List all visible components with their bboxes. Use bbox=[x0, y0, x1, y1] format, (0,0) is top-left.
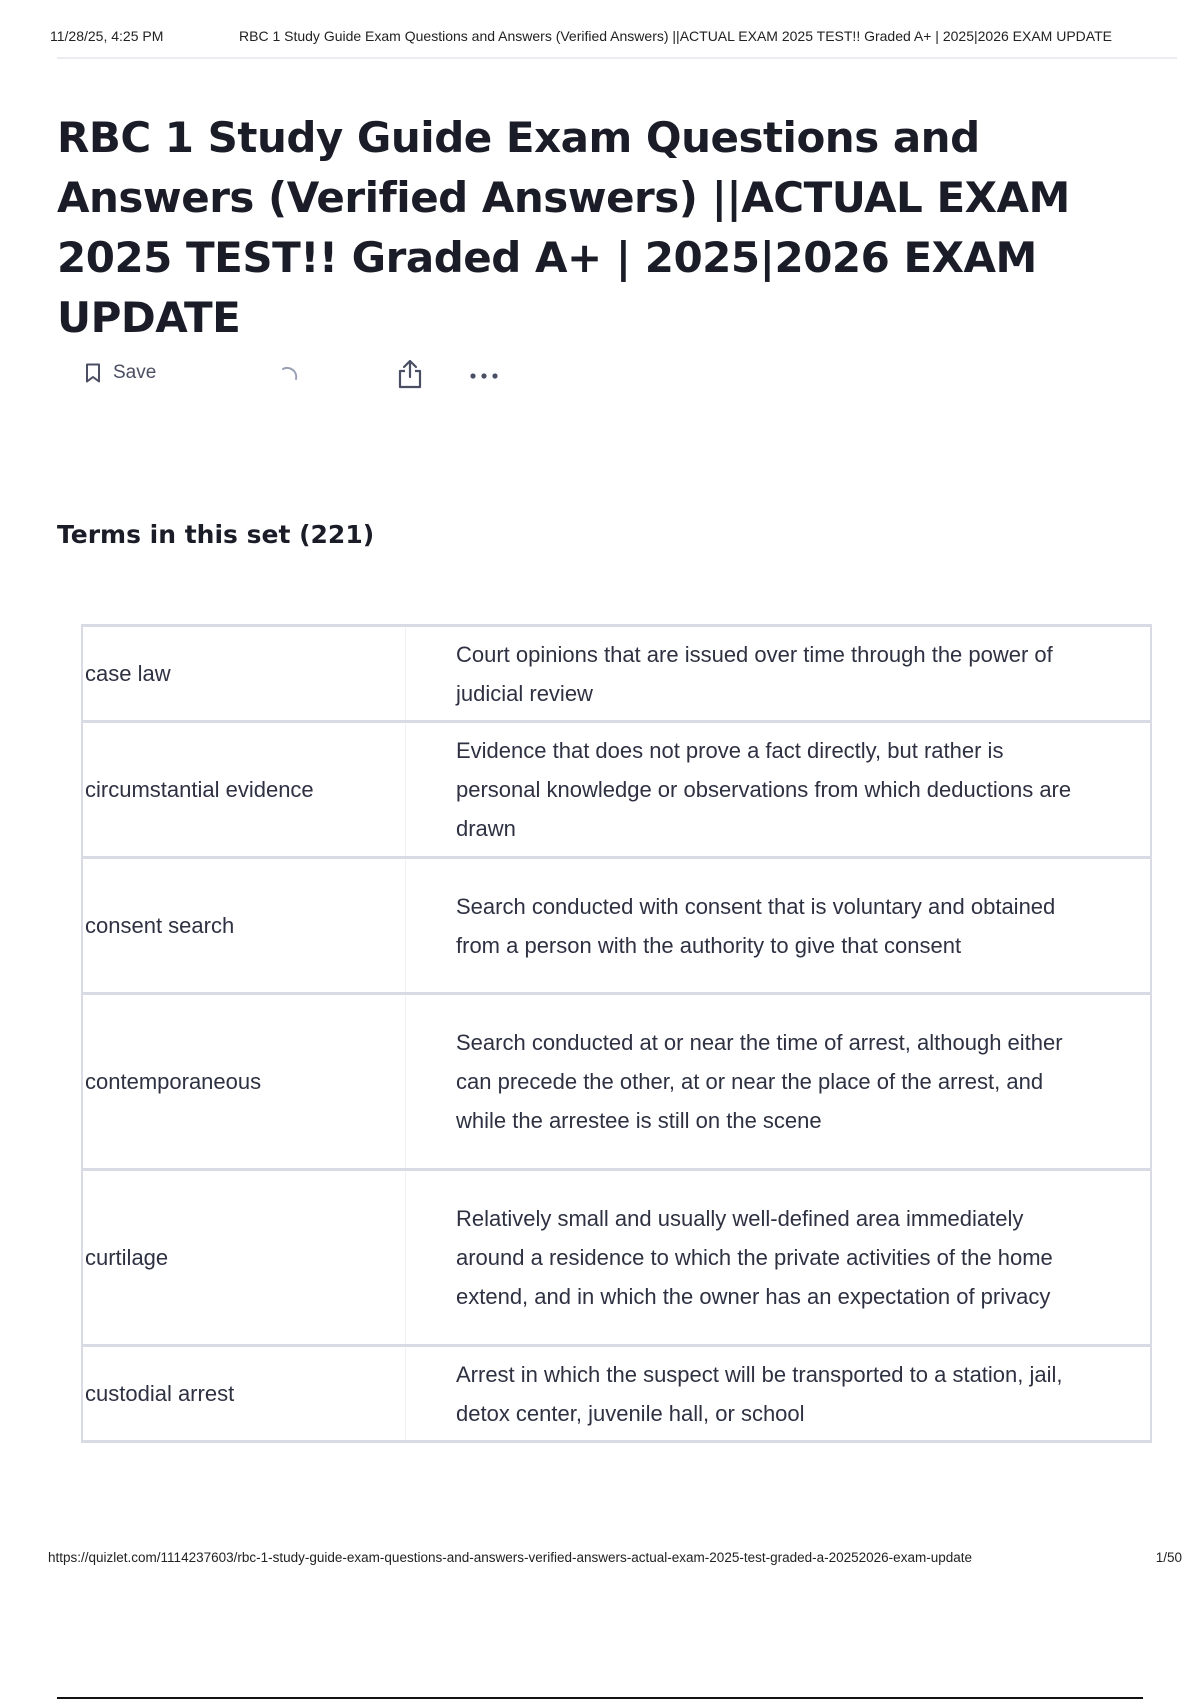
save-label: Save bbox=[113, 362, 157, 383]
page-title: RBC 1 Study Guide Exam Questions and Answers (Verified Answers) ||ACTUAL EXAM 2025 TEST!! Graded A+ | 2025|2026 EXAM UPDATE bbox=[57, 113, 1070, 342]
table-row bbox=[82, 626, 1151, 722]
table-row bbox=[82, 1170, 1151, 1346]
page-number: 1/50 bbox=[1155, 1550, 1182, 1565]
bookmark-icon bbox=[85, 363, 101, 383]
term-cell: custodial arrest bbox=[82, 1346, 406, 1442]
more-icon[interactable] bbox=[469, 372, 499, 380]
print-header bbox=[50, 28, 1178, 44]
definition-cell: Court opinions that are issued over time through the power of judicial review bbox=[406, 626, 1152, 722]
terms-table bbox=[81, 624, 1152, 1443]
term-cell: consent search bbox=[82, 858, 406, 994]
share-icon[interactable] bbox=[397, 358, 423, 390]
term-cell: circumstantial evidence bbox=[82, 722, 406, 858]
term-cell: case law bbox=[82, 626, 406, 722]
definition-cell: Search conducted at or near the time of arrest, although either can precede the other, at or near the place of the arrest, and while the arrestee is still on the scene bbox=[406, 994, 1152, 1170]
page-url-link[interactable]: https://quizlet.com/1114237603/rbc-1-study-guide-exam-questions-and-answers-verified-answers-actual-exam-2025-test-graded-a-20252026-exam-update bbox=[48, 1550, 972, 1565]
table-row bbox=[82, 722, 1151, 858]
table-row bbox=[82, 858, 1151, 994]
print-doc-title: RBC 1 Study Guide Exam Questions and Answers (Verified Answers) ||ACTUAL EXAM 2025 TEST!! Graded A+ | 2025|2026 EXAM UPDATE bbox=[239, 28, 1112, 44]
table-row bbox=[82, 1346, 1151, 1442]
header-divider bbox=[57, 57, 1177, 59]
definition-cell: Search conducted with consent that is voluntary and obtained from a person with the authority to give that consent bbox=[406, 858, 1152, 994]
page-break-divider bbox=[57, 1697, 1143, 1699]
print-datetime: 11/28/25, 4:25 PM bbox=[50, 28, 164, 44]
term-cell: contemporaneous bbox=[82, 994, 406, 1170]
loading-spinner-icon bbox=[277, 364, 301, 388]
print-footer bbox=[48, 1550, 1182, 1565]
definition-cell: Evidence that does not prove a fact directly, but rather is personal knowledge or observations from which deductions are drawn bbox=[406, 722, 1152, 858]
save-button[interactable] bbox=[85, 362, 156, 384]
table-row bbox=[82, 994, 1151, 1170]
terms-heading: Terms in this set (221) bbox=[57, 520, 375, 549]
definition-cell: Arrest in which the suspect will be transported to a station, jail, detox center, juvenile hall, or school bbox=[406, 1346, 1152, 1442]
term-cell: curtilage bbox=[82, 1170, 406, 1346]
action-bar bbox=[85, 356, 505, 396]
definition-cell: Relatively small and usually well-defined area immediately around a residence to which the private activities of the home extend, and in which the owner has an expectation of privacy bbox=[406, 1170, 1152, 1346]
